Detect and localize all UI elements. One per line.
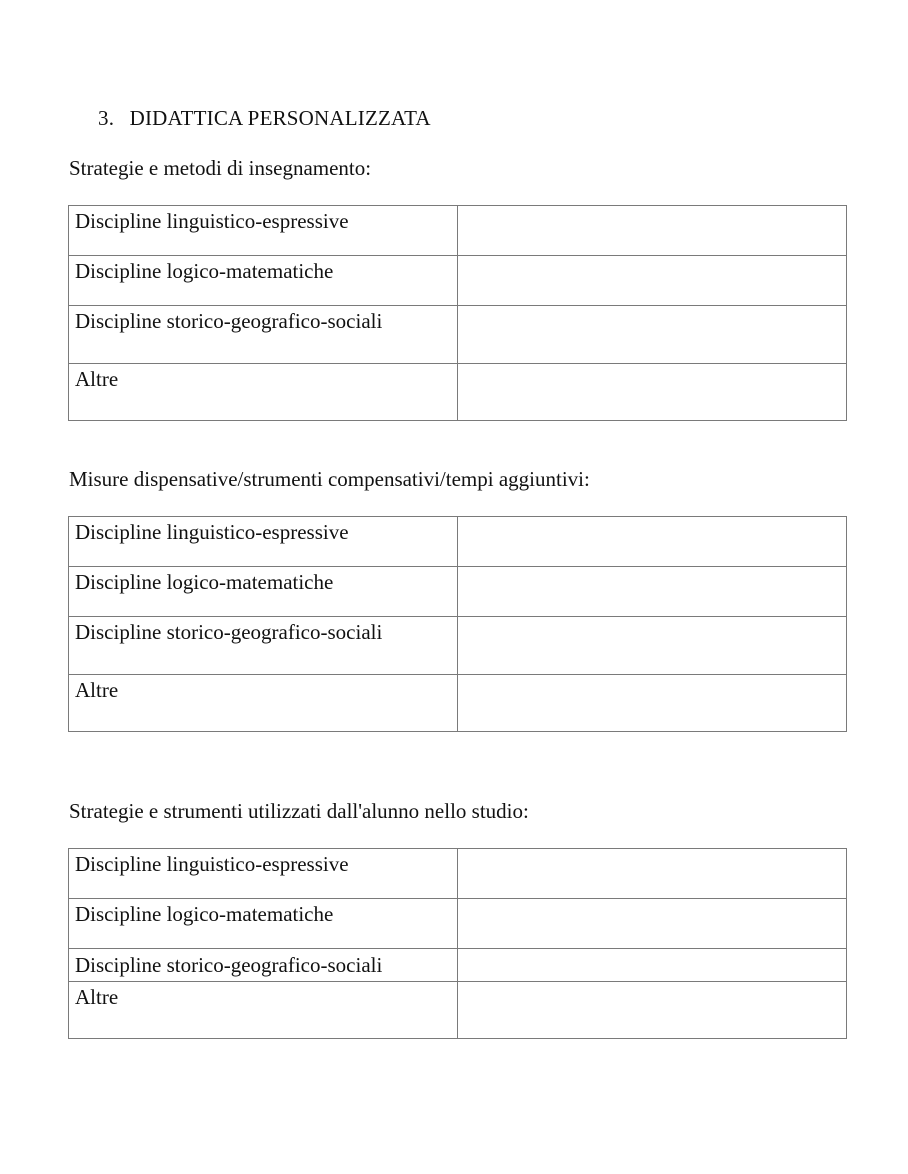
row-label: Altre <box>69 675 458 732</box>
row-label: Discipline logico-matematiche <box>69 567 458 617</box>
row-value-field[interactable] <box>458 675 847 732</box>
block-3-subtitle: Strategie e strumenti utilizzati dall'alunno nello studio: <box>69 799 529 823</box>
section-title: DIDATTICA PERSONALIZZATA <box>129 106 431 130</box>
row-value-field[interactable] <box>458 949 847 982</box>
row-value-field[interactable] <box>458 364 847 421</box>
block-1-table <box>68 205 847 421</box>
row-value-field[interactable] <box>458 617 847 675</box>
row-value-field[interactable] <box>458 982 847 1039</box>
row-label: Discipline linguistico-espressive <box>69 206 458 256</box>
table-row <box>69 364 847 421</box>
table-row <box>69 899 847 949</box>
table-row <box>69 206 847 256</box>
table-row <box>69 982 847 1039</box>
row-label: Discipline logico-matematiche <box>69 899 458 949</box>
row-value-field[interactable] <box>458 517 847 567</box>
row-value-field[interactable] <box>458 256 847 306</box>
table-row <box>69 256 847 306</box>
table-row <box>69 949 847 982</box>
table-row <box>69 675 847 732</box>
table-row <box>69 849 847 899</box>
row-value-field[interactable] <box>458 206 847 256</box>
section-heading <box>98 106 431 131</box>
row-label: Discipline logico-matematiche <box>69 256 458 306</box>
row-label: Discipline storico-geografico-sociali <box>69 949 458 982</box>
table-row <box>69 306 847 364</box>
row-label: Discipline linguistico-espressive <box>69 517 458 567</box>
row-value-field[interactable] <box>458 899 847 949</box>
table-row <box>69 617 847 675</box>
row-label: Discipline storico-geografico-sociali <box>69 306 458 364</box>
block-3-table <box>68 848 847 1039</box>
row-value-field[interactable] <box>458 849 847 899</box>
row-label: Altre <box>69 982 458 1039</box>
block-2-table <box>68 516 847 732</box>
block-2-subtitle: Misure dispensative/strumenti compensativi/tempi aggiuntivi: <box>69 467 590 491</box>
row-label: Discipline linguistico-espressive <box>69 849 458 899</box>
table-row <box>69 567 847 617</box>
row-value-field[interactable] <box>458 306 847 364</box>
row-value-field[interactable] <box>458 567 847 617</box>
block-1-subtitle: Strategie e metodi di insegnamento: <box>69 156 372 180</box>
row-label: Altre <box>69 364 458 421</box>
table-row <box>69 517 847 567</box>
section-number: 3. <box>98 106 115 130</box>
row-label: Discipline storico-geografico-sociali <box>69 617 458 675</box>
